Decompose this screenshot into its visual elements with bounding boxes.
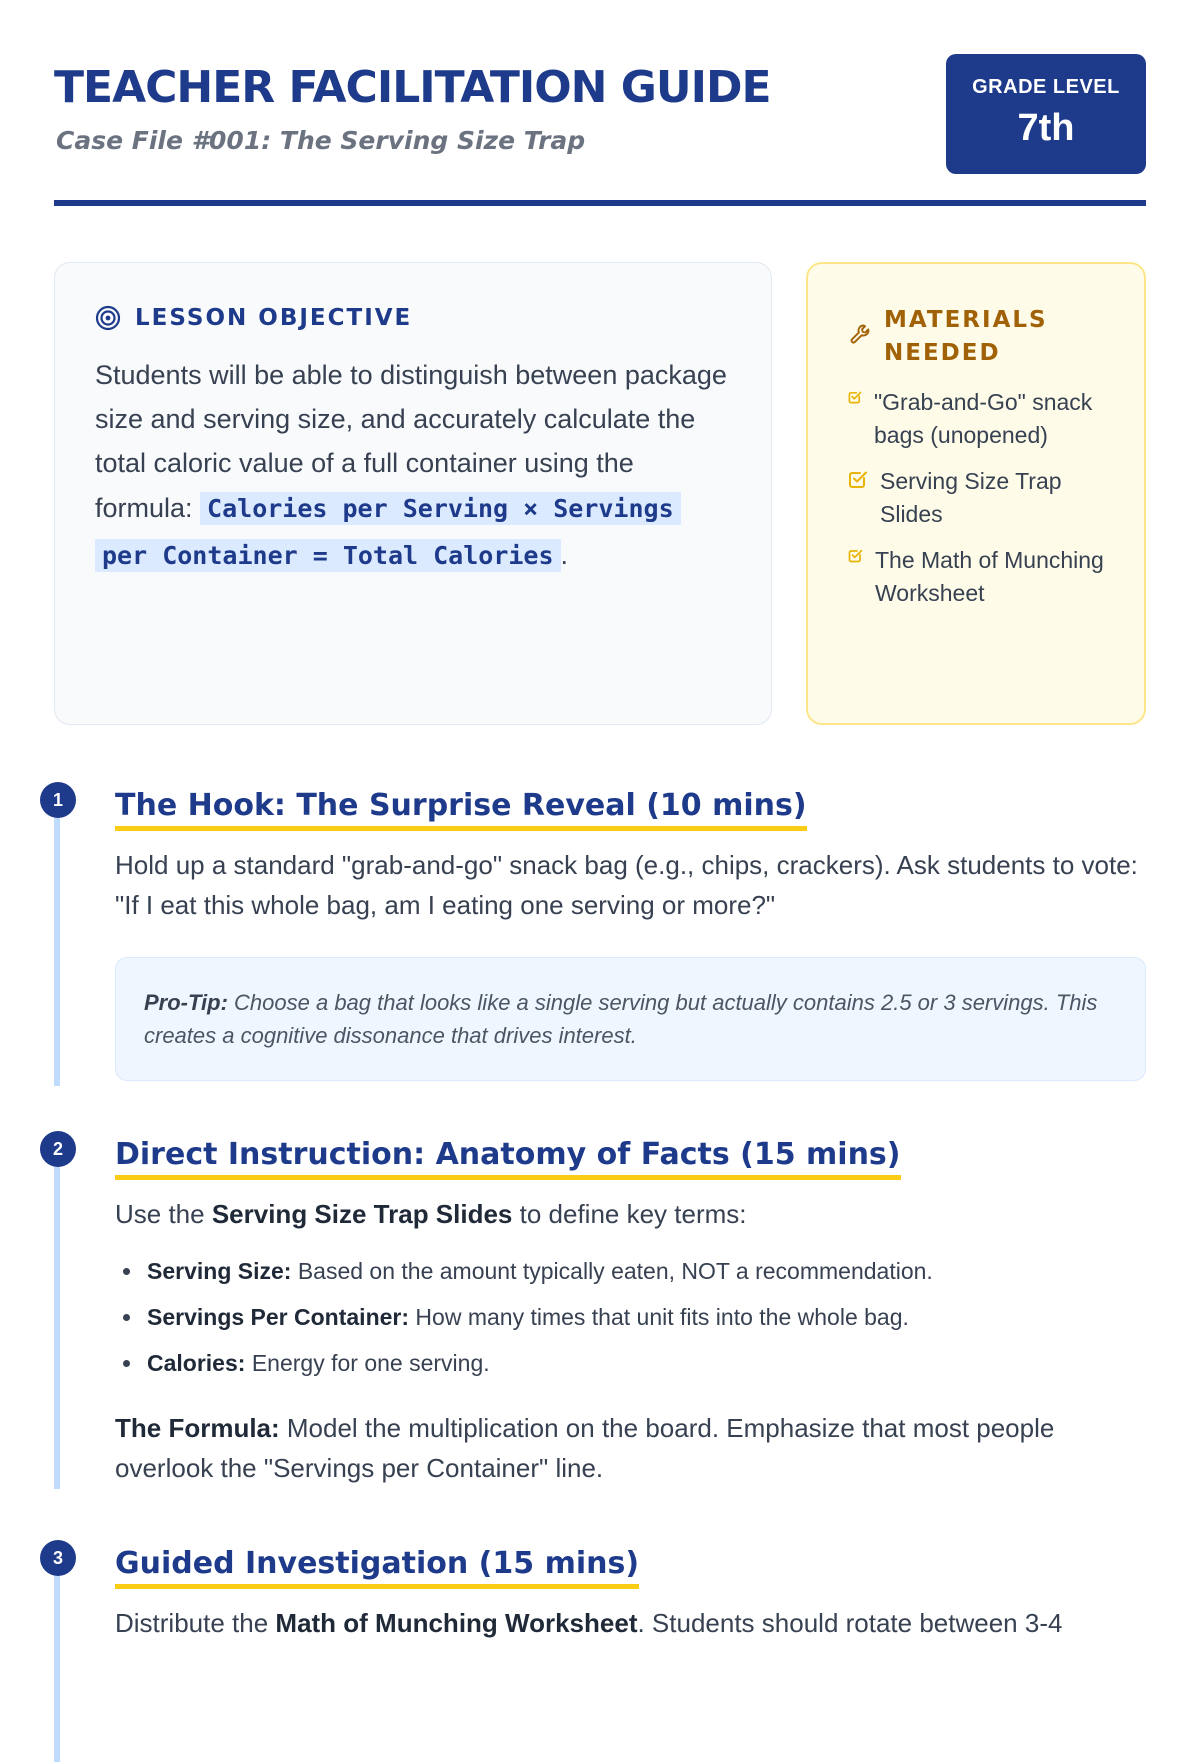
material-label: "Grab-and-Go" snack bags (unopened) xyxy=(874,389,1093,448)
objective-period: . xyxy=(560,540,569,570)
term-definition: How many times that unit fits into the whole bag. xyxy=(409,1304,909,1330)
checkbox-icon xyxy=(848,390,862,404)
lesson-objective-card xyxy=(54,262,772,725)
checkbox-icon xyxy=(848,548,863,563)
lesson-objective-title: LESSON OBJECTIVE xyxy=(135,305,413,331)
calorie-formula: Calories per Serving × Servings per Container = Total Calories xyxy=(95,492,681,572)
lesson-objective-text xyxy=(95,353,731,579)
step-intro-bold: Serving Size Trap Slides xyxy=(211,1199,513,1229)
pro-tip-label: Pro-Tip: xyxy=(144,990,228,1015)
lesson-timeline xyxy=(54,788,1146,1643)
term-definition: Based on the amount typically eaten, NOT a recommendation. xyxy=(291,1258,933,1284)
list-item xyxy=(848,386,1114,452)
material-label: Serving Size Trap Slides xyxy=(880,468,1062,527)
formula-text: Model the multiplication on the board. Emphasize that most people overlook the "Servings per Container" line. xyxy=(115,1413,1055,1483)
formula-note xyxy=(115,1408,1146,1488)
step-description xyxy=(115,1603,1146,1643)
material-label: The Math of Munching Worksheet xyxy=(875,547,1104,606)
lesson-step-2 xyxy=(54,1137,1146,1488)
step-title: Direct Instruction: Anatomy of Facts (15 mins) xyxy=(115,1137,901,1180)
materials-needed-card xyxy=(806,262,1146,725)
step-text-before: Distribute the xyxy=(115,1608,276,1638)
target-icon xyxy=(95,305,121,331)
step-text-after: . Students should rotate between 3-4 xyxy=(637,1608,1063,1638)
checkbox-icon xyxy=(848,469,868,489)
timeline-line xyxy=(54,1562,60,1762)
objective-sentence: Students will be able to distinguish between package size and serving size, and accurately calculate the total caloric value of a full container using the formula: xyxy=(95,360,727,523)
overview-cards xyxy=(54,262,1146,722)
grade-level-badge xyxy=(946,54,1146,174)
step-intro-after: to define key terms: xyxy=(512,1199,747,1229)
step-text-bold: Math of Munching Worksheet xyxy=(275,1608,638,1638)
term-definition: Energy for one serving. xyxy=(245,1350,490,1376)
term-label: Calories: xyxy=(147,1350,246,1376)
pro-tip-text: Choose a bag that looks like a single serving but actually contains 2.5 or 3 servings. This creates a cognitive dissonance that drives interest. xyxy=(144,990,1098,1048)
document-subtitle: Case File #001: The Serving Size Trap xyxy=(56,126,586,155)
step-number-badge: 1 xyxy=(40,782,76,818)
step-description: Hold up a standard "grab-and-go" snack bag (e.g., chips, crackers). Ask students to vote: "If I eat this whole bag, am I eating one serving or more?" xyxy=(115,850,1138,920)
lesson-objective-header xyxy=(95,305,731,331)
formula-label: The Formula: xyxy=(115,1413,280,1443)
grade-level-value: 7th xyxy=(1017,107,1075,149)
list-item xyxy=(115,1294,1146,1340)
step-title: The Hook: The Surprise Reveal (10 mins) xyxy=(115,788,807,831)
timeline-line xyxy=(54,804,60,1086)
term-label: Serving Size: xyxy=(147,1258,292,1284)
grade-level-label: GRADE LEVEL xyxy=(972,76,1120,98)
timeline-line xyxy=(54,1153,60,1489)
step-intro xyxy=(115,1194,1146,1234)
wrench-icon xyxy=(848,322,872,346)
materials-title: MATERIALS NEEDED xyxy=(884,307,1048,366)
step-title: Guided Investigation (15 mins) xyxy=(115,1546,639,1589)
lesson-step-3 xyxy=(54,1546,1146,1643)
page-header xyxy=(54,0,1146,206)
list-item xyxy=(848,544,1114,610)
step-number-badge: 3 xyxy=(40,1540,76,1576)
materials-list xyxy=(848,386,1114,610)
list-item xyxy=(848,465,1114,531)
list-item xyxy=(115,1340,1146,1386)
term-label: Servings Per Container: xyxy=(147,1304,410,1330)
materials-header xyxy=(848,304,1114,370)
document-title: TEACHER FACILITATION GUIDE xyxy=(54,62,771,113)
step-number-badge: 2 xyxy=(40,1131,76,1167)
lesson-step-1 xyxy=(54,788,1146,1081)
pro-tip-callout xyxy=(115,957,1146,1081)
key-terms-list xyxy=(115,1248,1146,1386)
list-item xyxy=(115,1248,1146,1294)
step-intro-before: Use the xyxy=(115,1199,212,1229)
